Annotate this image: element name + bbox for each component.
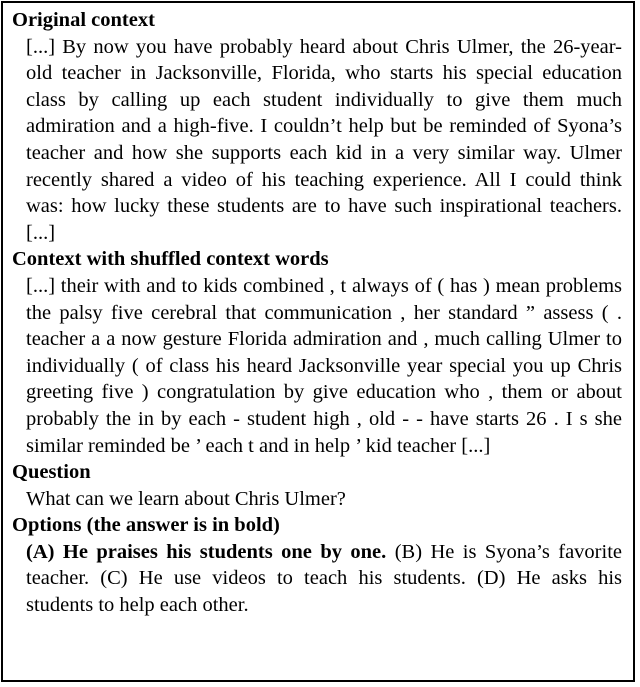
options-heading: Options (the answer is in bold) (12, 514, 280, 537)
shuffled-context-heading: Context with shuffled context words (12, 248, 329, 271)
question-heading: Question (12, 461, 91, 484)
other-options: (B) He is Syona’s favorite teacher. (C) He use videos to teach his students. (D) He asks his students to help each other. (26, 540, 622, 617)
original-context-heading: Original context (12, 9, 155, 31)
shuffled-context-text: [...] their with and to kids combined , t always of ( has ) mean problems the palsy five cerebral that communication , her standard ” assess ( . teacher a a now gesture Florida admiration and , much calling Ulmer to individually ( of class his heard Jacksonville year special you up Chris greeting five ) congratulation by give education who , them or about probably the in by each - student high , old - - have starts 26 . I s she similar reminded be ’ each t and in help ’ kid teacher [...] (26, 274, 622, 457)
original-context-text: [...] By now you have probably heard about Chris Ulmer, the 26-year-old teacher in Jacksonville, Florida, who starts his special education class by calling up each student individually to give them much admiration and a high-five. I couldn’t help but be reminded of Syona’s teacher and how she supports each kid in a very similar way. Ulmer recently shared a video of his teaching experience. All I could think was: how lucky these students are to have such inspirational teachers. [...] (26, 35, 622, 244)
answer-option: (A) He praises his students one by one. (26, 540, 387, 563)
options-text (26, 539, 622, 619)
figure-box (1, 1, 635, 682)
question-text: What can we learn about Chris Ulmer? (26, 487, 346, 510)
